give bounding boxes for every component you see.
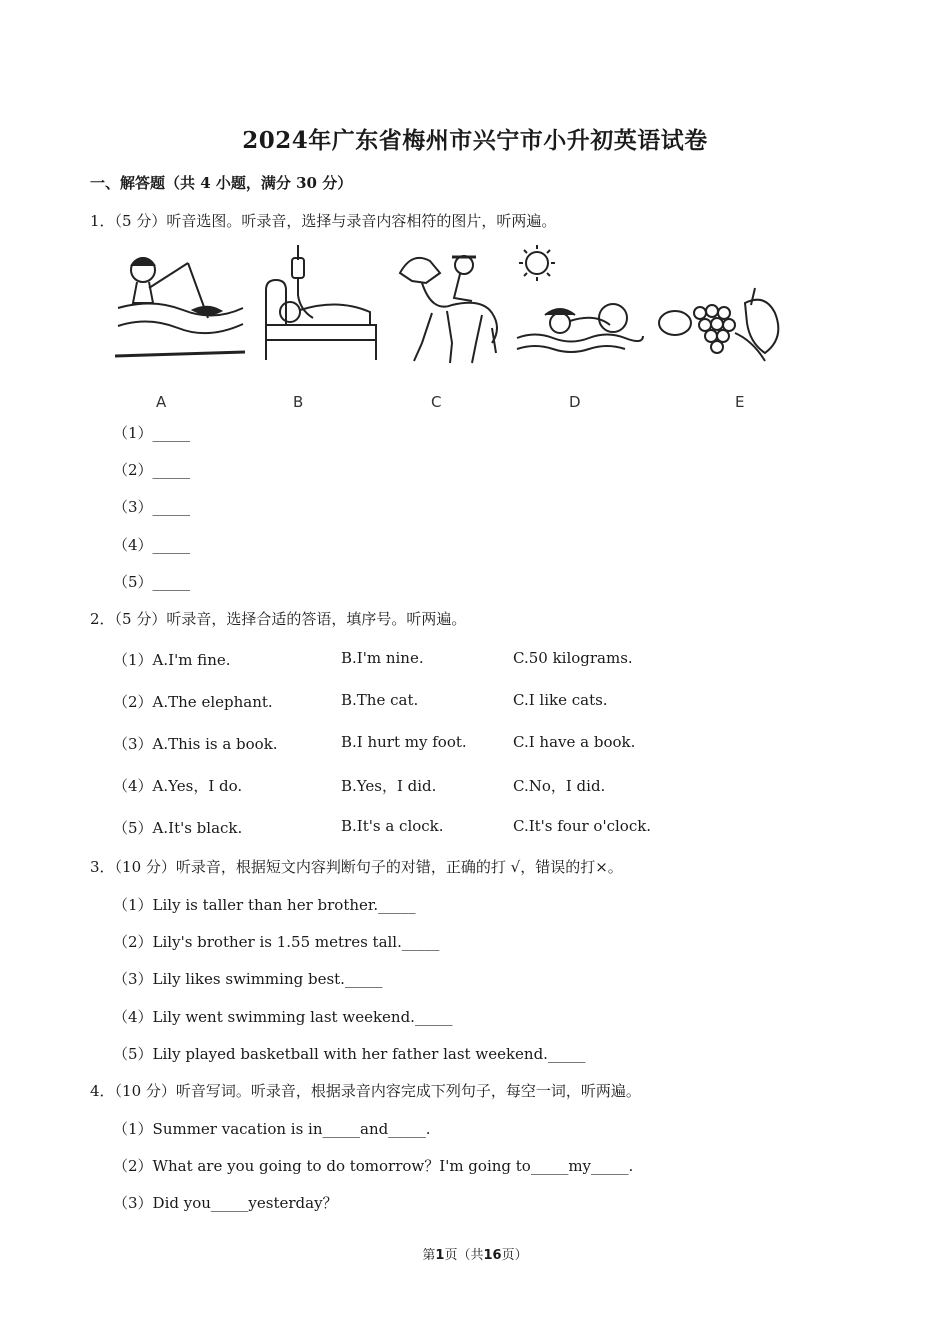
q2-row4-option-b: B.Yes，I did. [341, 777, 437, 795]
q2-row2-option-c: C.I like cats. [513, 691, 608, 709]
q2-row2-option-a: （2）A.The elephant. [113, 693, 273, 711]
picture-label-c: C [431, 393, 442, 411]
q3-stem: 3．（10 分）听录音，根据短文内容判断句子的对错，正确的打 √，错误的打×。 [90, 858, 623, 876]
q2-row3-option-c: C.I have a book. [513, 733, 636, 751]
fruits-icon [655, 283, 795, 368]
q2-row1-option-a: （1）A.I'm fine. [113, 651, 231, 669]
q3-item-1: （1）Lily is taller than her brother._____ [113, 896, 416, 914]
picture-label-a: A [156, 393, 167, 411]
q1-item-4: （4）_____ [113, 536, 191, 554]
picture-label-b: B [293, 393, 304, 411]
q2-row4-option-a: （4）A.Yes，I do. [113, 777, 243, 795]
q2-row3-option-b: B.I hurt my foot. [341, 733, 467, 751]
q1-item-1: （1）_____ [113, 424, 191, 442]
q1-stem: 1．（5 分）听音选图。听录音，选择与录音内容相符的图片，听两遍。 [90, 212, 557, 230]
picture-label-d: D [569, 393, 581, 411]
page-footer [0, 1244, 950, 1263]
q3-item-3: （3）Lily likes swimming best._____ [113, 970, 383, 988]
q2-row4-option-c: C.No，I did. [513, 777, 606, 795]
q2-stem: 2．（5 分）听录音，选择合适的答语，填序号。听两遍。 [90, 610, 467, 628]
q2-row5-option-b: B.It's a clock. [341, 817, 444, 835]
q2-row2-option-b: B.The cat. [341, 691, 419, 709]
riding-horse-icon [392, 243, 512, 368]
q4-item-2: （2）What are you going to do tomorrow？I'm going to_____my_____. [113, 1157, 634, 1175]
q3-item-4: （4）Lily went swimming last weekend._____ [113, 1008, 453, 1026]
q3-item-2: （2）Lily's brother is 1.55 metres tall._____ [113, 933, 440, 951]
q4-item-3: （3）Did you_____yesterday？ [113, 1194, 338, 1212]
q1-item-5: （5）_____ [113, 573, 191, 591]
girl-fishing-icon [113, 248, 248, 363]
q4-item-1: （1）Summer vacation is in_____and_____. [113, 1120, 431, 1138]
footer-middle: 页（共 [444, 1248, 484, 1263]
q2-row5-option-c: C.It's four o'clock. [513, 817, 652, 835]
q2-row1-option-b: B.I'm nine. [341, 649, 424, 667]
footer-page-number: 1 [435, 1248, 445, 1263]
section-heading: 一、解答题（共 4 小题，满分 30 分） [90, 174, 353, 192]
patient-in-bed-icon [258, 240, 383, 365]
q4-stem: 4．（10 分）听音写词。听录音，根据录音内容完成下列句子，每空一词，听两遍。 [90, 1082, 641, 1100]
footer-suffix: 页） [501, 1248, 528, 1263]
q1-item-2: （2）_____ [113, 461, 191, 479]
page-title: 2024年广东省梅州市兴宁市小升初英语试卷 [242, 127, 708, 154]
q3-item-5: （5）Lily played basketball with her father last weekend._____ [113, 1045, 586, 1063]
q1-item-3: （3）_____ [113, 498, 191, 516]
q2-row3-option-a: （3）A.This is a book. [113, 735, 278, 753]
footer-total-pages: 16 [483, 1248, 502, 1263]
picture-label-e: E [735, 393, 745, 411]
q2-row5-option-a: （5）A.It's black. [113, 819, 243, 837]
swimming-boy-icon [515, 243, 645, 363]
q2-row1-option-c: C.50 kilograms. [513, 649, 633, 667]
footer-prefix: 第 [422, 1248, 436, 1263]
